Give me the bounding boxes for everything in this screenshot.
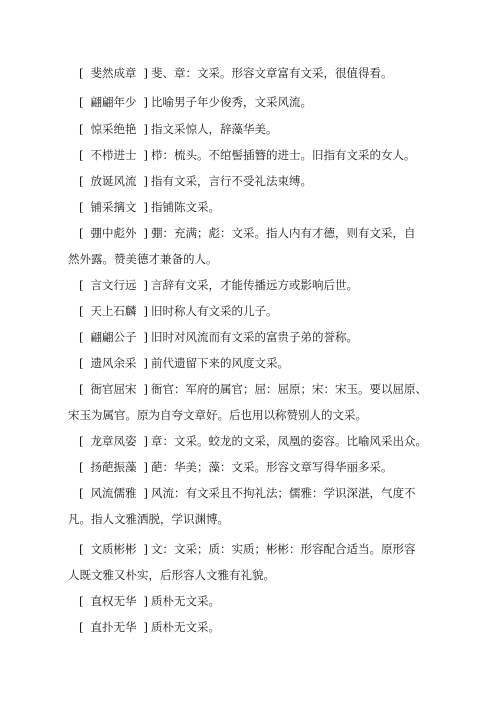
entry-definition: 质朴无文采。 — [151, 620, 220, 634]
entry-definition: 质朴无文采。 — [151, 594, 220, 608]
entry-term: 扬葩振藻 — [90, 460, 137, 474]
entry — [76, 324, 416, 350]
entry-definition: 旧时称人有文采的儿子。 — [151, 304, 278, 318]
entry-definition: 衙官：军府的属官；屈：屈原；宋：宋玉。要以屈原、 — [151, 382, 427, 396]
entry-term: 龙章凤姿 — [90, 434, 137, 448]
entry — [68, 220, 420, 272]
entry-definition: 指铺陈文采。 — [151, 200, 220, 214]
entry-line: [ 直扑无华 ] 质朴无文采。 — [76, 614, 416, 640]
entry-term: 风流儒雅 — [90, 486, 137, 500]
entry — [76, 298, 416, 324]
entry — [76, 142, 416, 168]
entry-definition: 葩：华美；藻：文采。形容文章写得华丽多采。 — [151, 460, 393, 474]
entry-term: 不栉进士 — [90, 148, 137, 162]
entry — [68, 376, 427, 428]
entry-line: [ 弸中彪外 ] 弸：充满；彪：文采。指人内有才德，则有文采，自 — [76, 220, 420, 246]
entry — [76, 116, 416, 142]
entry-definition: 言辞有文采，才能传播远方或影响后世。 — [151, 278, 358, 292]
entry-definition: 斐、章：文采。形容文章富有文采，很值得看。 — [151, 66, 393, 80]
entry — [68, 480, 420, 532]
entry-line: [ 衙官屈宋 ] 衙官：军府的属官；屈：屈原；宋：宋玉。要以屈原、 — [76, 376, 420, 402]
entry — [68, 536, 420, 588]
entry-definition: 旧时对风流而有文采的富贵子弟的誉称。 — [151, 330, 358, 344]
entry — [76, 350, 416, 376]
entry-term: 天上石麟 — [90, 304, 137, 318]
entry-continuation: 然外露。赞美德才兼备的人。 — [68, 252, 218, 266]
entry-definition: 章：文采。蛟龙的文采，凤凰的姿容。比喻风采出众。 — [151, 434, 427, 448]
entry-term: 言文行远 — [90, 278, 137, 292]
entry-line: [ 扬葩振藻 ] 葩：华美；藻：文采。形容文章写得华丽多采。 — [76, 454, 416, 480]
entry — [76, 588, 416, 614]
entry-term: 弸中彪外 — [90, 226, 137, 240]
entry-term: 翩翩公子 — [90, 330, 137, 344]
entry-term: 翩翩年少 — [90, 95, 137, 109]
entry-term: 惊采绝艳 — [90, 122, 137, 136]
entry — [76, 89, 416, 115]
entry-line: [ 斐然成章 ] 斐、章：文采。形容文章富有文采，很值得看。 — [76, 60, 416, 86]
entry-line: [ 放诞风流 ] 指有文采，言行不受礼法束缚。 — [76, 168, 416, 194]
entry-term: 遗风余采 — [90, 356, 137, 370]
entry-definition: 指文采惊人，辞藻华美。 — [151, 122, 278, 136]
entry-line: [ 天上石麟 ] 旧时称人有文采的儿子。 — [76, 298, 416, 324]
entry — [76, 614, 416, 640]
entry-line: [ 遗风余采 ] 前代遗留下来的风度文采。 — [76, 350, 416, 376]
entry-line: [ 惊采绝艳 ] 指文采惊人，辞藻华美。 — [76, 116, 416, 142]
entry-continuation: 凡。指人文雅洒脱，学识渊博。 — [68, 512, 229, 526]
entry — [76, 272, 416, 298]
entry-line: [ 翩翩公子 ] 旧时对风流而有文采的富贵子弟的誉称。 — [76, 324, 416, 350]
entry-term: 文质彬彬 — [90, 542, 137, 556]
entry — [76, 60, 416, 86]
entry-line: [ 风流儒雅 ] 风流：有文采且不拘礼法；儒雅：学识深湛，气度不 — [76, 480, 420, 506]
entry-definition: 弸：充满；彪：文采。指人内有才德，则有文采，自 — [151, 226, 416, 240]
entry-term: 直扑无华 — [90, 620, 137, 634]
entry — [76, 428, 427, 454]
entry-definition: 风流：有文采且不拘礼法；儒雅：学识深湛，气度不 — [151, 486, 416, 500]
entry-line: [ 翩翩年少 ] 比喻男子年少俊秀，文采风流。 — [76, 89, 416, 115]
entry-line: [ 龙章凤姿 ] 章：文采。蛟龙的文采，凤凰的姿容。比喻风采出众。 — [76, 428, 416, 454]
entry-line: [ 言文行远 ] 言辞有文采，才能传播远方或影响后世。 — [76, 272, 416, 298]
entry-term: 放诞风流 — [90, 174, 137, 188]
entry-line: [ 文质彬彬 ] 文：文采；质：实质；彬彬：形容配合适当。原形容 — [76, 536, 420, 562]
entry — [76, 168, 416, 194]
entry-term: 铺采摛文 — [90, 200, 137, 214]
entry-line: [ 不栉进士 ] 栉：梳头。不绾髻插簪的进士。旧指有文采的女人。 — [76, 142, 416, 168]
entry-line: [ 铺采摛文 ] 指铺陈文采。 — [76, 194, 416, 220]
entry — [76, 194, 416, 220]
entry-continuation: 人既文雅又朴实，后形容人文雅有礼貌。 — [68, 568, 275, 582]
entry-term: 斐然成章 — [90, 66, 137, 80]
entry-line: [ 直权无华 ] 质朴无文采。 — [76, 588, 416, 614]
entry-definition: 比喻男子年少俊秀，文采风流。 — [151, 95, 312, 109]
entry-term: 衙官屈宋 — [90, 382, 137, 396]
entry-definition: 栉：梳头。不绾髻插簪的进士。旧指有文采的女人。 — [151, 148, 416, 162]
entry-definition: 前代遗留下来的风度文采。 — [151, 356, 289, 370]
entry-definition: 指有文采，言行不受礼法束缚。 — [151, 174, 312, 188]
entry-term: 直权无华 — [90, 594, 137, 608]
entry-continuation: 宋玉为属官。原为自夸文章好。后也用以称赞别人的文采。 — [68, 408, 367, 422]
entry-definition: 文：文采；质：实质；彬彬：形容配合适当。原形容 — [151, 542, 416, 556]
entry — [76, 454, 416, 480]
